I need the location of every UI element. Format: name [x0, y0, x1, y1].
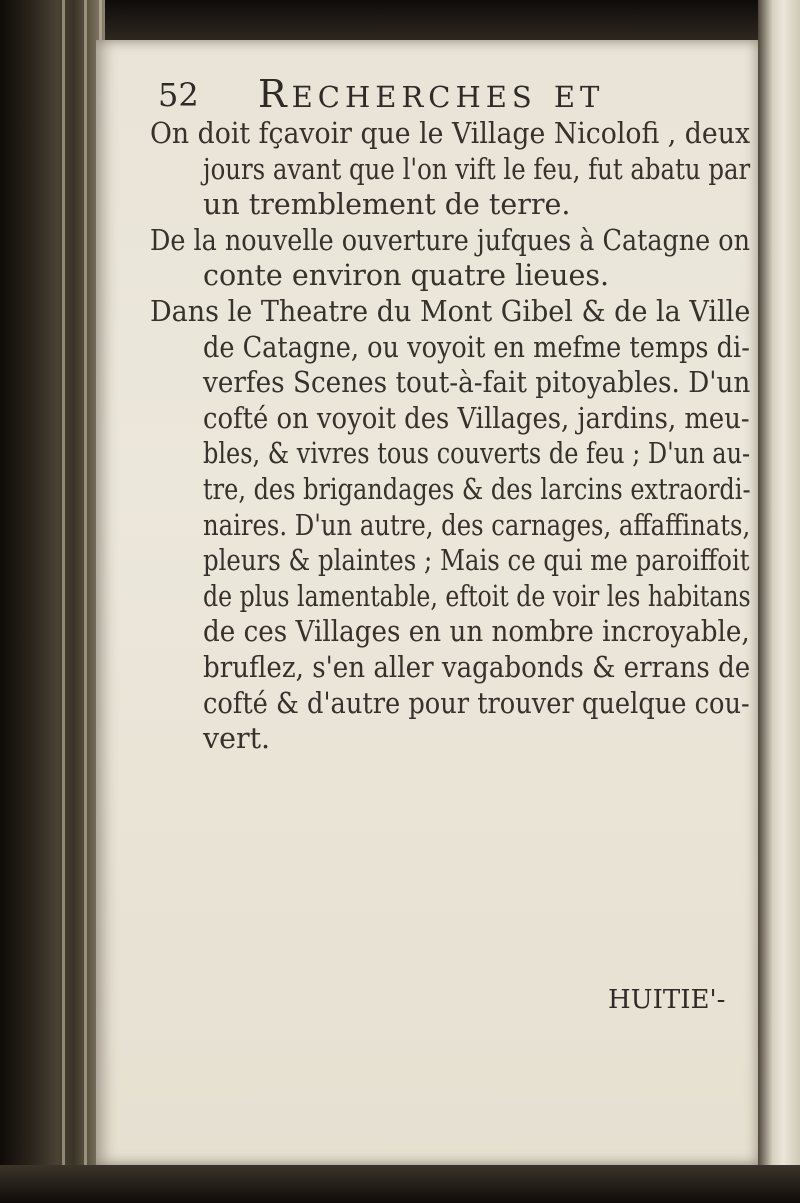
text-line: cofté on voyoit des Villages, jardins, meu-	[203, 401, 750, 435]
text-line: de ces Villages en un nombre incroyable,	[203, 615, 750, 649]
text-line: de plus lamentable, eftoit de voir les habitans	[203, 579, 751, 613]
text-line: verfes Scenes tout-à-fait pitoyables. D'un	[203, 366, 751, 400]
page-body-text	[150, 117, 751, 756]
running-head	[258, 72, 604, 116]
facing-page-edge	[758, 0, 800, 1203]
catchword: HUITIE'-	[608, 985, 726, 1015]
bottom-shadow	[0, 1165, 800, 1203]
text-line: Dans le Theatre du Mont Gibel & de la Ville	[150, 295, 751, 328]
text-line: vert.	[203, 722, 271, 756]
text-line: cofté & d'autre pour trouver quelque cou-	[203, 686, 750, 720]
running-head-word: ECHERCHES	[291, 80, 537, 114]
binding-edge-line	[84, 0, 87, 1203]
text-line: de Catagne, ou voyoit en mefme temps di-	[203, 330, 750, 364]
text-line: On doit fçavoir que le Village Nicolofi , deux	[150, 117, 751, 150]
text-line: naires. D'un autre, des carnages, affaffinats,	[203, 508, 751, 542]
text-line: pleurs & plaintes ; Mais ce qui me paroiffoit	[203, 544, 750, 578]
running-head-initial: R	[258, 72, 292, 116]
running-head-word: ET	[553, 80, 605, 114]
book-binding	[0, 0, 105, 1203]
text-line: bles, & vivres tous couverts de feu ; D'un au-	[203, 437, 751, 471]
text-line: De la nouvelle ouverture jufques à Catagne on	[150, 223, 750, 257]
top-shadow	[0, 0, 800, 40]
binding-edge-line	[62, 0, 65, 1203]
text-line: tre, des brigandages & des larcins extraordi-	[203, 473, 751, 506]
text-line: bruflez, s'en aller vagabonds & errans de	[203, 651, 751, 684]
text-line: conte environ quatre lieues.	[203, 259, 610, 293]
text-line: un tremblement de terre.	[203, 188, 571, 222]
page-number: 52	[158, 76, 199, 114]
text-line: jours avant que l'on vift le feu, fut abatu par	[203, 152, 751, 186]
